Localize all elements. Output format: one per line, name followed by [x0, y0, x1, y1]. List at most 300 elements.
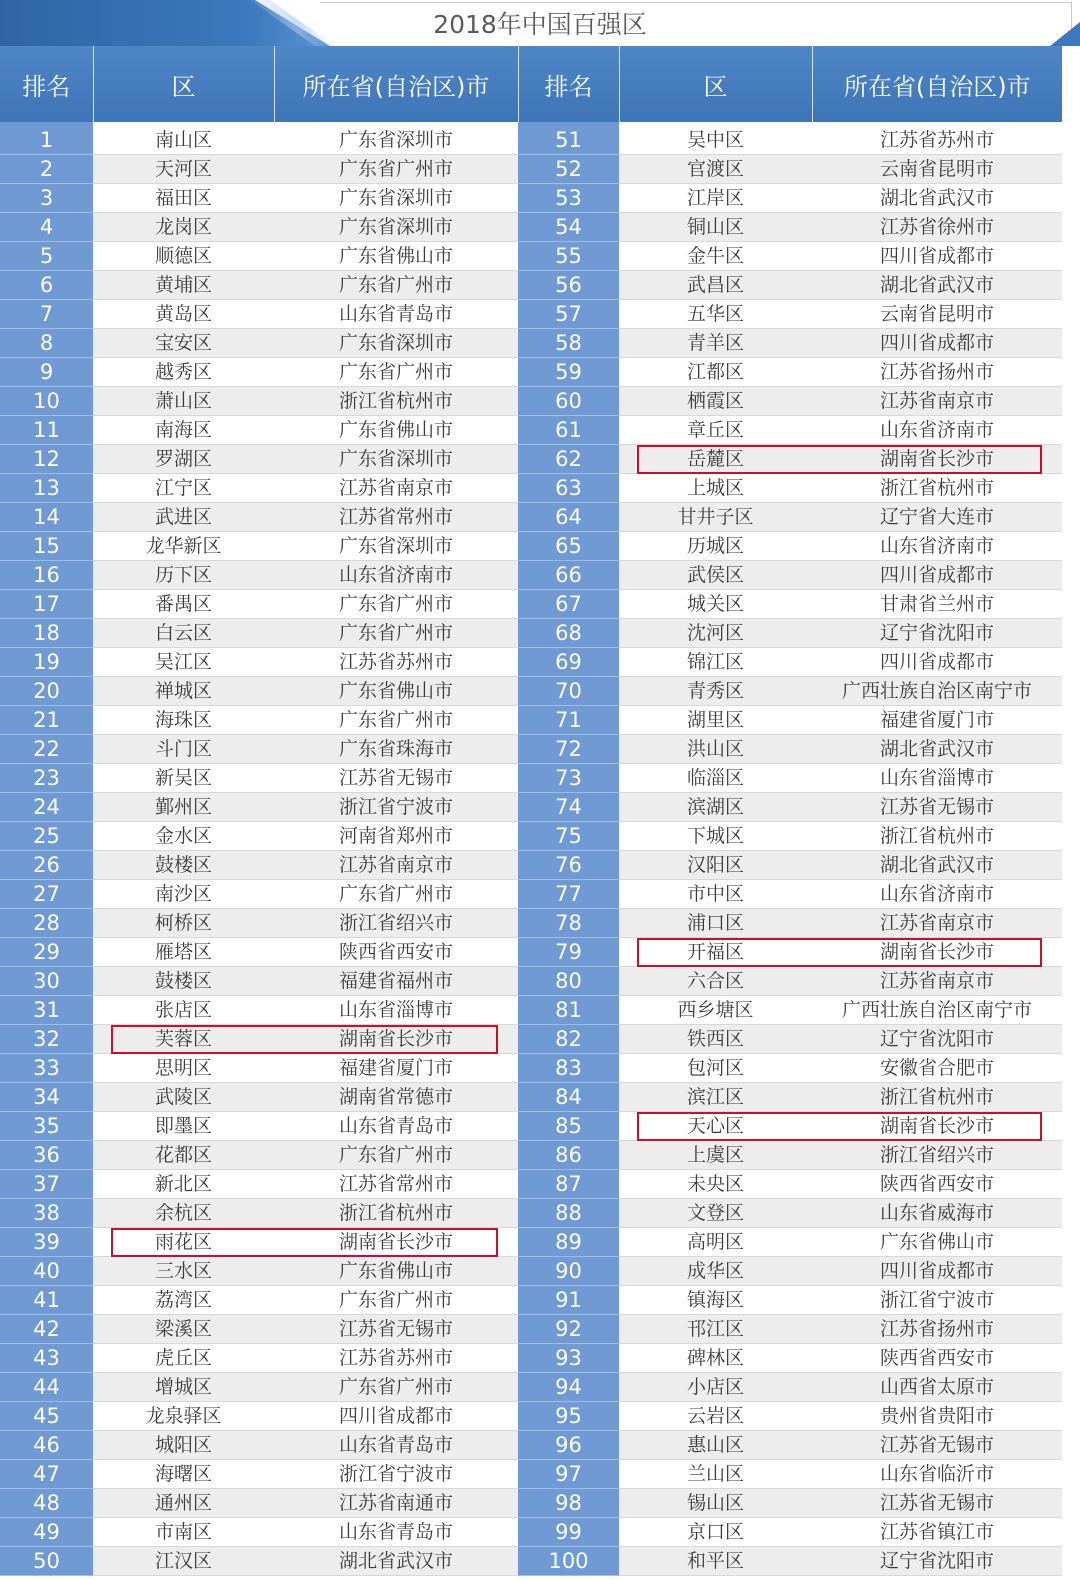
rank-left-cell: 1 — [0, 126, 93, 155]
district-left-cell: 鄞州区 — [93, 793, 274, 822]
rank-right-cell: 95 — [518, 1402, 619, 1431]
district-left-cell: 雁塔区 — [93, 938, 274, 967]
rank-left-cell: 22 — [0, 735, 93, 764]
province-right-cell: 湖北省武汉市 — [812, 735, 1062, 764]
rank-left-cell: 31 — [0, 996, 93, 1025]
table-row — [0, 1141, 1062, 1170]
district-right-cell: 成华区 — [619, 1257, 812, 1286]
header-rank-left: 排名 — [0, 46, 93, 122]
rank-left-cell: 32 — [0, 1025, 93, 1054]
district-right-cell: 碑林区 — [619, 1344, 812, 1373]
rank-left-cell: 21 — [0, 706, 93, 735]
district-right-cell: 天心区 — [619, 1112, 812, 1141]
rank-right-cell: 52 — [518, 155, 619, 184]
province-left-cell: 湖北省武汉市 — [274, 1547, 518, 1576]
district-left-cell: 梁溪区 — [93, 1315, 274, 1344]
table-row — [0, 1489, 1062, 1518]
rank-right-cell: 85 — [518, 1112, 619, 1141]
rank-left-cell: 34 — [0, 1083, 93, 1112]
table-row — [0, 1402, 1062, 1431]
district-right-cell: 云岩区 — [619, 1402, 812, 1431]
province-right-cell: 江苏省扬州市 — [812, 358, 1062, 387]
district-left-cell: 龙岗区 — [93, 213, 274, 242]
province-left-cell: 浙江省宁波市 — [274, 1460, 518, 1489]
province-left-cell: 浙江省宁波市 — [274, 793, 518, 822]
province-right-cell: 辽宁省沈阳市 — [812, 1025, 1062, 1054]
province-right-cell: 四川省成都市 — [812, 242, 1062, 271]
province-left-cell: 江苏省常州市 — [274, 1170, 518, 1199]
district-right-cell: 五华区 — [619, 300, 812, 329]
rank-left-cell: 41 — [0, 1286, 93, 1315]
rank-left-cell: 24 — [0, 793, 93, 822]
district-left-cell: 城阳区 — [93, 1431, 274, 1460]
district-right-cell: 官渡区 — [619, 155, 812, 184]
district-right-cell: 铜山区 — [619, 213, 812, 242]
district-left-cell: 吴江区 — [93, 648, 274, 677]
district-left-cell: 越秀区 — [93, 358, 274, 387]
rank-left-cell: 46 — [0, 1431, 93, 1460]
province-left-cell: 湖南省长沙市 — [274, 1228, 518, 1257]
rank-right-cell: 64 — [518, 503, 619, 532]
province-left-cell: 广东省广州市 — [274, 619, 518, 648]
district-left-cell: 张店区 — [93, 996, 274, 1025]
rank-right-cell: 75 — [518, 822, 619, 851]
rank-left-cell: 50 — [0, 1547, 93, 1576]
district-left-cell: 黄岛区 — [93, 300, 274, 329]
province-right-cell: 江苏省扬州市 — [812, 1315, 1062, 1344]
district-right-cell: 高明区 — [619, 1228, 812, 1257]
table-row — [0, 503, 1062, 532]
rank-right-cell: 74 — [518, 793, 619, 822]
district-left-cell: 新北区 — [93, 1170, 274, 1199]
rank-right-cell: 56 — [518, 271, 619, 300]
province-right-cell: 陕西省西安市 — [812, 1170, 1062, 1199]
province-left-cell: 浙江省绍兴市 — [274, 909, 518, 938]
province-right-cell: 山东省临沂市 — [812, 1460, 1062, 1489]
province-left-cell: 江苏省南京市 — [274, 851, 518, 880]
rank-left-cell: 2 — [0, 155, 93, 184]
province-right-cell: 浙江省杭州市 — [812, 1083, 1062, 1112]
province-left-cell: 江苏省南通市 — [274, 1489, 518, 1518]
district-right-cell: 金牛区 — [619, 242, 812, 271]
rank-right-cell: 98 — [518, 1489, 619, 1518]
province-right-cell: 甘肃省兰州市 — [812, 590, 1062, 619]
table-row — [0, 1286, 1062, 1315]
district-right-cell: 兰山区 — [619, 1460, 812, 1489]
province-right-cell: 山东省淄博市 — [812, 764, 1062, 793]
table-row — [0, 532, 1062, 561]
district-left-cell: 鼓楼区 — [93, 967, 274, 996]
page-title: 2018年中国百强区 — [433, 10, 647, 39]
province-right-cell: 浙江省杭州市 — [812, 474, 1062, 503]
rank-left-cell: 12 — [0, 445, 93, 474]
district-left-cell: 余杭区 — [93, 1199, 274, 1228]
rank-left-cell: 36 — [0, 1141, 93, 1170]
rank-left-cell: 23 — [0, 764, 93, 793]
province-right-cell: 江苏省镇江市 — [812, 1518, 1062, 1547]
province-left-cell: 山东省青岛市 — [274, 1431, 518, 1460]
province-left-cell: 湖南省长沙市 — [274, 1025, 518, 1054]
district-right-cell: 岳麓区 — [619, 445, 812, 474]
district-right-cell: 滨湖区 — [619, 793, 812, 822]
table-row — [0, 1228, 1062, 1257]
rank-left-cell: 15 — [0, 532, 93, 561]
district-left-cell: 虎丘区 — [93, 1344, 274, 1373]
table-row — [0, 329, 1062, 358]
table-row — [0, 242, 1062, 271]
province-right-cell: 江苏省徐州市 — [812, 213, 1062, 242]
district-left-cell: 武陵区 — [93, 1083, 274, 1112]
rank-left-cell: 26 — [0, 851, 93, 880]
rank-right-cell: 76 — [518, 851, 619, 880]
district-left-cell: 南海区 — [93, 416, 274, 445]
header-district-left: 区 — [93, 46, 274, 122]
district-right-cell: 章丘区 — [619, 416, 812, 445]
table-row — [0, 271, 1062, 300]
district-right-cell: 京口区 — [619, 1518, 812, 1547]
district-right-cell: 历城区 — [619, 532, 812, 561]
district-right-cell: 洪山区 — [619, 735, 812, 764]
rank-left-cell: 42 — [0, 1315, 93, 1344]
district-left-cell: 即墨区 — [93, 1112, 274, 1141]
table-row — [0, 387, 1062, 416]
rank-left-cell: 9 — [0, 358, 93, 387]
province-right-cell: 江苏省苏州市 — [812, 126, 1062, 155]
province-right-cell: 陕西省西安市 — [812, 1344, 1062, 1373]
rank-left-cell: 28 — [0, 909, 93, 938]
province-left-cell: 山东省青岛市 — [274, 1112, 518, 1141]
table-row — [0, 1199, 1062, 1228]
province-left-cell: 江苏省常州市 — [274, 503, 518, 532]
district-left-cell: 番禺区 — [93, 590, 274, 619]
district-right-cell: 武侯区 — [619, 561, 812, 590]
rank-right-cell: 79 — [518, 938, 619, 967]
province-left-cell: 广东省深圳市 — [274, 445, 518, 474]
rank-left-cell: 48 — [0, 1489, 93, 1518]
district-right-cell: 开福区 — [619, 938, 812, 967]
province-right-cell: 辽宁省大连市 — [812, 503, 1062, 532]
table-row — [0, 1344, 1062, 1373]
district-left-cell: 黄埔区 — [93, 271, 274, 300]
province-right-cell: 山东省济南市 — [812, 416, 1062, 445]
district-right-cell: 锡山区 — [619, 1489, 812, 1518]
province-right-cell: 山东省济南市 — [812, 532, 1062, 561]
table-row — [0, 648, 1062, 677]
district-right-cell: 下城区 — [619, 822, 812, 851]
rank-right-cell: 78 — [518, 909, 619, 938]
rank-left-cell: 8 — [0, 329, 93, 358]
rank-right-cell: 84 — [518, 1083, 619, 1112]
title-bar — [0, 0, 1080, 46]
rank-right-cell: 96 — [518, 1431, 619, 1460]
rank-right-cell: 69 — [518, 648, 619, 677]
table-row — [0, 1460, 1062, 1489]
province-left-cell: 广东省深圳市 — [274, 532, 518, 561]
header-province-right: 所在省(自治区)市 — [812, 46, 1062, 122]
rank-left-cell: 33 — [0, 1054, 93, 1083]
district-left-cell: 白云区 — [93, 619, 274, 648]
district-left-cell: 天河区 — [93, 155, 274, 184]
district-right-cell: 和平区 — [619, 1547, 812, 1576]
district-right-cell: 文登区 — [619, 1199, 812, 1228]
district-left-cell: 罗湖区 — [93, 445, 274, 474]
province-right-cell: 广东省佛山市 — [812, 1228, 1062, 1257]
table-header-row — [0, 46, 1062, 122]
rank-left-cell: 43 — [0, 1344, 93, 1373]
table-row — [0, 1315, 1062, 1344]
province-left-cell: 广东省深圳市 — [274, 213, 518, 242]
district-left-cell: 萧山区 — [93, 387, 274, 416]
district-left-cell: 江汉区 — [93, 1547, 274, 1576]
province-left-cell: 广东省佛山市 — [274, 677, 518, 706]
district-right-cell: 上虞区 — [619, 1141, 812, 1170]
district-left-cell: 南山区 — [93, 126, 274, 155]
province-left-cell: 江苏省苏州市 — [274, 1344, 518, 1373]
district-right-cell: 上城区 — [619, 474, 812, 503]
district-left-cell: 雨花区 — [93, 1228, 274, 1257]
rank-left-cell: 11 — [0, 416, 93, 445]
province-left-cell: 四川省成都市 — [274, 1402, 518, 1431]
rank-right-cell: 70 — [518, 677, 619, 706]
rank-right-cell: 60 — [518, 387, 619, 416]
table-row — [0, 445, 1062, 474]
district-right-cell: 江岸区 — [619, 184, 812, 213]
province-left-cell: 浙江省杭州市 — [274, 1199, 518, 1228]
province-right-cell: 四川省成都市 — [812, 1257, 1062, 1286]
table-row — [0, 1431, 1062, 1460]
rank-right-cell: 93 — [518, 1344, 619, 1373]
province-right-cell: 湖北省武汉市 — [812, 271, 1062, 300]
province-left-cell: 山东省青岛市 — [274, 300, 518, 329]
rank-right-cell: 61 — [518, 416, 619, 445]
district-right-cell: 青羊区 — [619, 329, 812, 358]
district-left-cell: 福田区 — [93, 184, 274, 213]
province-left-cell: 江苏省南京市 — [274, 474, 518, 503]
province-left-cell: 福建省福州市 — [274, 967, 518, 996]
table-row — [0, 1257, 1062, 1286]
province-right-cell: 江苏省南京市 — [812, 967, 1062, 996]
table-row — [0, 880, 1062, 909]
table-row — [0, 1547, 1062, 1576]
district-right-cell: 临淄区 — [619, 764, 812, 793]
rank-right-cell: 67 — [518, 590, 619, 619]
district-left-cell: 柯桥区 — [93, 909, 274, 938]
rank-right-cell: 83 — [518, 1054, 619, 1083]
header-rank-right: 排名 — [518, 46, 619, 122]
province-right-cell: 四川省成都市 — [812, 648, 1062, 677]
table-row — [0, 155, 1062, 184]
province-right-cell: 浙江省杭州市 — [812, 822, 1062, 851]
province-left-cell: 广东省广州市 — [274, 1286, 518, 1315]
province-left-cell: 广东省广州市 — [274, 358, 518, 387]
province-left-cell: 广东省珠海市 — [274, 735, 518, 764]
table-row — [0, 1373, 1062, 1402]
rank-right-cell: 100 — [518, 1547, 619, 1576]
ranking-table — [0, 46, 1062, 1576]
rank-right-cell: 82 — [518, 1025, 619, 1054]
district-right-cell: 武昌区 — [619, 271, 812, 300]
table-row — [0, 126, 1062, 155]
table-row — [0, 590, 1062, 619]
rank-left-cell: 16 — [0, 561, 93, 590]
province-right-cell: 江苏省南京市 — [812, 387, 1062, 416]
district-left-cell: 海珠区 — [93, 706, 274, 735]
district-left-cell: 江宁区 — [93, 474, 274, 503]
table-row — [0, 300, 1062, 329]
table-row — [0, 764, 1062, 793]
province-right-cell: 山东省威海市 — [812, 1199, 1062, 1228]
rank-right-cell: 66 — [518, 561, 619, 590]
rank-right-cell: 53 — [518, 184, 619, 213]
rank-right-cell: 87 — [518, 1170, 619, 1199]
table-row — [0, 358, 1062, 387]
table-row — [0, 967, 1062, 996]
district-left-cell: 增城区 — [93, 1373, 274, 1402]
table-row — [0, 561, 1062, 590]
rank-right-cell: 94 — [518, 1373, 619, 1402]
table-row — [0, 1518, 1062, 1547]
rank-left-cell: 47 — [0, 1460, 93, 1489]
province-right-cell: 浙江省宁波市 — [812, 1286, 1062, 1315]
province-right-cell: 浙江省绍兴市 — [812, 1141, 1062, 1170]
province-right-cell: 贵州省贵阳市 — [812, 1402, 1062, 1431]
district-right-cell: 铁西区 — [619, 1025, 812, 1054]
rank-right-cell: 63 — [518, 474, 619, 503]
province-right-cell: 广西壮族自治区南宁市 — [812, 996, 1062, 1025]
district-left-cell: 南沙区 — [93, 880, 274, 909]
province-right-cell: 广西壮族自治区南宁市 — [812, 677, 1062, 706]
district-left-cell: 新吴区 — [93, 764, 274, 793]
table-row — [0, 996, 1062, 1025]
province-right-cell: 四川省成都市 — [812, 329, 1062, 358]
rank-left-cell: 10 — [0, 387, 93, 416]
district-right-cell: 湖里区 — [619, 706, 812, 735]
province-right-cell: 江苏省无锡市 — [812, 1431, 1062, 1460]
rank-right-cell: 88 — [518, 1199, 619, 1228]
province-right-cell: 安徽省合肥市 — [812, 1054, 1062, 1083]
province-right-cell: 云南省昆明市 — [812, 300, 1062, 329]
table-row — [0, 1083, 1062, 1112]
province-left-cell: 广东省佛山市 — [274, 242, 518, 271]
district-left-cell: 三水区 — [93, 1257, 274, 1286]
province-right-cell: 山西省太原市 — [812, 1373, 1062, 1402]
rank-left-cell: 7 — [0, 300, 93, 329]
district-right-cell: 吴中区 — [619, 126, 812, 155]
district-right-cell: 江都区 — [619, 358, 812, 387]
table-row — [0, 677, 1062, 706]
province-right-cell: 湖北省武汉市 — [812, 851, 1062, 880]
rank-right-cell: 91 — [518, 1286, 619, 1315]
district-right-cell: 镇海区 — [619, 1286, 812, 1315]
district-right-cell: 汉阳区 — [619, 851, 812, 880]
table-row — [0, 1112, 1062, 1141]
rank-right-cell: 90 — [518, 1257, 619, 1286]
rank-left-cell: 40 — [0, 1257, 93, 1286]
rank-right-cell: 86 — [518, 1141, 619, 1170]
province-left-cell: 广东省广州市 — [274, 590, 518, 619]
district-left-cell: 鼓楼区 — [93, 851, 274, 880]
province-left-cell: 河南省郑州市 — [274, 822, 518, 851]
district-left-cell: 龙华新区 — [93, 532, 274, 561]
rank-left-cell: 49 — [0, 1518, 93, 1547]
province-left-cell: 江苏省无锡市 — [274, 1315, 518, 1344]
header-province-left: 所在省(自治区)市 — [274, 46, 518, 122]
province-right-cell: 江苏省无锡市 — [812, 1489, 1062, 1518]
rank-left-cell: 45 — [0, 1402, 93, 1431]
rank-right-cell: 65 — [518, 532, 619, 561]
table-row — [0, 735, 1062, 764]
province-right-cell: 湖南省长沙市 — [812, 1112, 1062, 1141]
table-row — [0, 938, 1062, 967]
district-left-cell: 龙泉驿区 — [93, 1402, 274, 1431]
rank-right-cell: 51 — [518, 126, 619, 155]
district-right-cell: 甘井子区 — [619, 503, 812, 532]
rank-left-cell: 25 — [0, 822, 93, 851]
district-right-cell: 栖霞区 — [619, 387, 812, 416]
province-right-cell: 云南省昆明市 — [812, 155, 1062, 184]
table-row — [0, 706, 1062, 735]
district-right-cell: 六合区 — [619, 967, 812, 996]
province-right-cell: 江苏省南京市 — [812, 909, 1062, 938]
table-row — [0, 213, 1062, 242]
province-right-cell: 辽宁省沈阳市 — [812, 1547, 1062, 1576]
rank-right-cell: 55 — [518, 242, 619, 271]
province-left-cell: 广东省佛山市 — [274, 416, 518, 445]
rank-right-cell: 77 — [518, 880, 619, 909]
district-right-cell: 沈河区 — [619, 619, 812, 648]
rank-left-cell: 27 — [0, 880, 93, 909]
province-left-cell: 江苏省无锡市 — [274, 764, 518, 793]
rank-right-cell: 68 — [518, 619, 619, 648]
rank-right-cell: 80 — [518, 967, 619, 996]
rank-right-cell: 89 — [518, 1228, 619, 1257]
rank-left-cell: 38 — [0, 1199, 93, 1228]
district-right-cell: 青秀区 — [619, 677, 812, 706]
table-body — [0, 122, 1062, 1576]
district-left-cell: 荔湾区 — [93, 1286, 274, 1315]
table-row — [0, 793, 1062, 822]
rank-left-cell: 18 — [0, 619, 93, 648]
province-right-cell: 江苏省无锡市 — [812, 793, 1062, 822]
table-row — [0, 1170, 1062, 1199]
rank-right-cell: 62 — [518, 445, 619, 474]
district-left-cell: 海曙区 — [93, 1460, 274, 1489]
province-left-cell: 广东省深圳市 — [274, 184, 518, 213]
rank-left-cell: 17 — [0, 590, 93, 619]
rank-right-cell: 81 — [518, 996, 619, 1025]
province-left-cell: 广东省广州市 — [274, 706, 518, 735]
rank-left-cell: 19 — [0, 648, 93, 677]
table-row — [0, 909, 1062, 938]
table-row — [0, 619, 1062, 648]
province-left-cell: 广东省广州市 — [274, 1141, 518, 1170]
rank-right-cell: 58 — [518, 329, 619, 358]
district-left-cell: 禅城区 — [93, 677, 274, 706]
province-left-cell: 广东省深圳市 — [274, 329, 518, 358]
district-left-cell: 通州区 — [93, 1489, 274, 1518]
rank-left-cell: 13 — [0, 474, 93, 503]
province-left-cell: 山东省济南市 — [274, 561, 518, 590]
province-left-cell: 山东省青岛市 — [274, 1518, 518, 1547]
district-left-cell: 斗门区 — [93, 735, 274, 764]
rank-left-cell: 30 — [0, 967, 93, 996]
rank-left-cell: 14 — [0, 503, 93, 532]
rank-right-cell: 72 — [518, 735, 619, 764]
district-right-cell: 包河区 — [619, 1054, 812, 1083]
province-right-cell: 四川省成都市 — [812, 561, 1062, 590]
province-left-cell: 广东省佛山市 — [274, 1257, 518, 1286]
rank-right-cell: 99 — [518, 1518, 619, 1547]
